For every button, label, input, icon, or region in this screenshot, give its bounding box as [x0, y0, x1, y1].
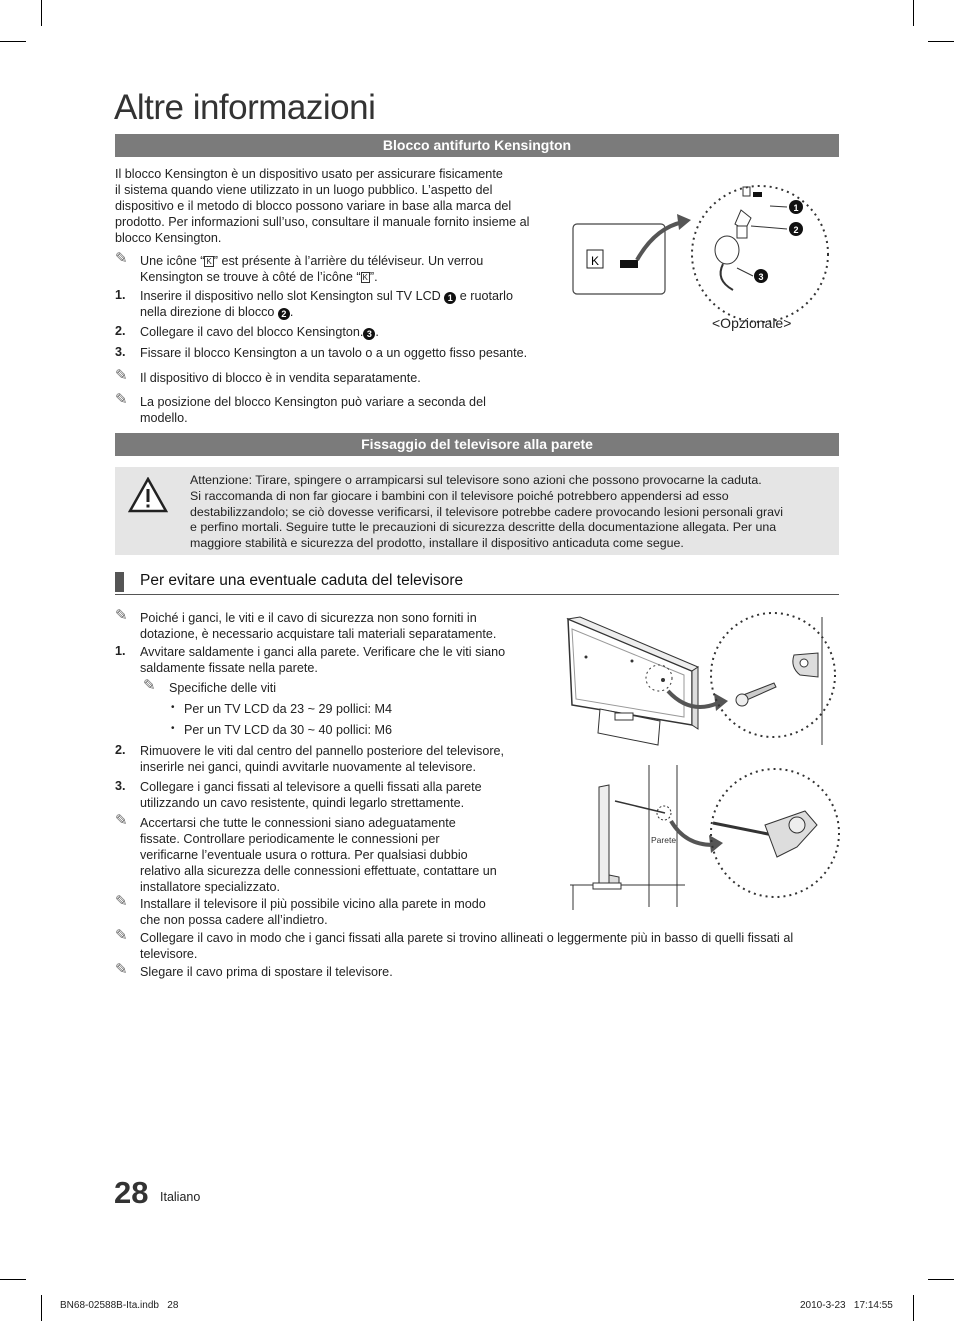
kensington-illustration	[565, 170, 845, 340]
note-icon: ✎	[115, 927, 128, 944]
step-number: 1.	[115, 644, 126, 658]
wall-note-connections: Accertarsi che tutte le connessioni siano adeguatamente fissate. Controllare periodicamente le connessioni per verificarne l’eventuale usura o rottura. Per qualsiasi dubbio relativo alla sicurezza delle connessioni effettuate, contattare un installatore specializzato.	[140, 816, 497, 894]
footer-filename: BN68-02588B-Ita.indb 28	[60, 1300, 179, 1311]
kensington-k-icon: K	[206, 257, 212, 266]
bullet-icon: •	[171, 723, 175, 734]
step-number: 2.	[115, 324, 126, 338]
wall-step-3: Collegare i ganci fissati al televisore a quelli fissati alla parete utilizzando un cavo resistente, quindi legarlo strettamente.	[140, 780, 482, 810]
subheading	[115, 569, 839, 595]
note-icon: ✎	[115, 367, 128, 384]
note-icon: ✎	[115, 893, 128, 910]
kensington-note-3: La posizione del blocco Kensington può variare a seconda del modello.	[140, 395, 486, 425]
svg-text:1: 1	[793, 203, 799, 213]
step-number: 3.	[115, 345, 126, 359]
kensington-intro: Il blocco Kensington è un dispositivo usato per assicurare fisicamente il sistema quando viene utilizzato in un luogo pubblico. L’aspetto del dispositivo e il metodo di blocco possono variare in base alla marca del prodotto. Per informazioni sull’uso, consultare il manuale fornito insieme al blocco Kensington.	[115, 167, 530, 245]
bullet-icon: •	[171, 702, 175, 713]
tv-wall-cable-illustration	[565, 765, 845, 910]
kensington-step-2: Collegare il cavo del blocco Kensington. 3 .	[140, 325, 379, 339]
wall-note-materials: Poiché i ganci, le viti e il cavo di sicurezza non sono forniti in dotazione, è necessario acquistare tali materiali separatamente.	[140, 611, 497, 641]
screw-spec-2: Per un TV LCD da 30 ~ 40 pollici: M6	[184, 723, 393, 737]
note-icon: ✎	[115, 812, 128, 829]
kensington-step-1: Inserire il dispositivo nello slot Kensington sul TV LCD 1 e ruotarlo nella direzione di blocco 2 .	[140, 289, 513, 319]
wall-note-untie: Slegare il cavo prima di spostare il televisore.	[140, 965, 393, 979]
step-number: 2.	[115, 743, 126, 757]
page-number: 28	[114, 1175, 149, 1210]
kensington-k-icon: K	[362, 273, 368, 282]
screw-spec-1: Per un TV LCD da 23 ~ 29 pollici: M4	[184, 702, 393, 716]
warning-text: Attenzione: Tirare, spingere o arrampicarsi sul televisore sono azioni che possono provocarne la caduta. Si raccomanda di non far giocare i bambini con il televisore poiché potrebbero appendersi ad esso destabilizzandolo; se ciò dovesse verificarsi, il televisore potrebbe cadere provocando lesioni personali gravi e perfino mortali. Seguire tutte le precauzioni di sicurezza descritte della documentazione allegata. Per una maggiore stabilità e sicurezza del prodotto, installare il dispositivo anticaduta come segue.	[190, 473, 784, 551]
warning-icon	[128, 477, 168, 513]
footer-timestamp: 2010-3-23 17:14:55	[800, 1300, 893, 1311]
svg-text:2: 2	[793, 225, 799, 235]
note-icon: ✎	[115, 607, 128, 624]
section-wall-title: Fissaggio del televisore alla parete	[115, 433, 839, 456]
kensington-note-2: Il dispositivo di blocco è in vendita separatamente.	[140, 371, 421, 385]
page-title: Altre informazioni	[114, 88, 376, 127]
kensington-step-3: Fissare il blocco Kensington a un tavolo o a un oggetto fisso pesante.	[140, 346, 528, 360]
screw-spec-note: Specifiche delle viti	[169, 681, 277, 695]
tv-back-illustration	[560, 605, 840, 765]
wall-step-2: Rimuovere le viti dal centro del pannello posteriore del televisore, inserirle nei ganci, quindi avvitarle nuovamente al televisore.	[140, 744, 505, 774]
footer-language: Italiano	[160, 1190, 201, 1204]
warning-box	[115, 467, 839, 555]
circle-2-icon: 2	[278, 308, 290, 320]
wall-note-cable: Collegare il cavo in modo che i ganci fissati alla parete si trovino allineati o leggermente più in basso di quelli fissati al televisore.	[140, 931, 794, 961]
kensington-note-icon: Une icône “ K ” est présente à l’arrière du téléviseur. Un verrou Kensington se trouve à côté de l’icône “ K ”.	[140, 254, 484, 284]
step-number: 1.	[115, 288, 126, 302]
note-icon: ✎	[115, 961, 128, 978]
svg-text:3: 3	[758, 272, 764, 282]
step-number: 3.	[115, 779, 126, 793]
wall-step-1: Avvitare saldamente i ganci alla parete. Verificare che le viti siano saldamente fissate nella parete.	[140, 645, 506, 675]
circle-3-icon: 3	[363, 328, 375, 340]
subheading-text: Per evitare una eventuale caduta del televisore	[140, 572, 464, 589]
note-icon: ✎	[115, 391, 128, 408]
subheading-marker	[115, 572, 124, 592]
wall-label: Parete	[651, 835, 677, 845]
section-kensington-title: Blocco antifurto Kensington	[115, 134, 839, 157]
circle-1-icon: 1	[444, 292, 456, 304]
wall-note-close: Installare il televisore il più possibile vicino alla parete in modo che non possa cadere all’indietro.	[140, 897, 486, 927]
k-letter: K	[590, 254, 600, 268]
optional-label: <Opzionale>	[712, 315, 792, 331]
note-icon: ✎	[115, 250, 128, 267]
note-icon: ✎	[143, 677, 156, 694]
